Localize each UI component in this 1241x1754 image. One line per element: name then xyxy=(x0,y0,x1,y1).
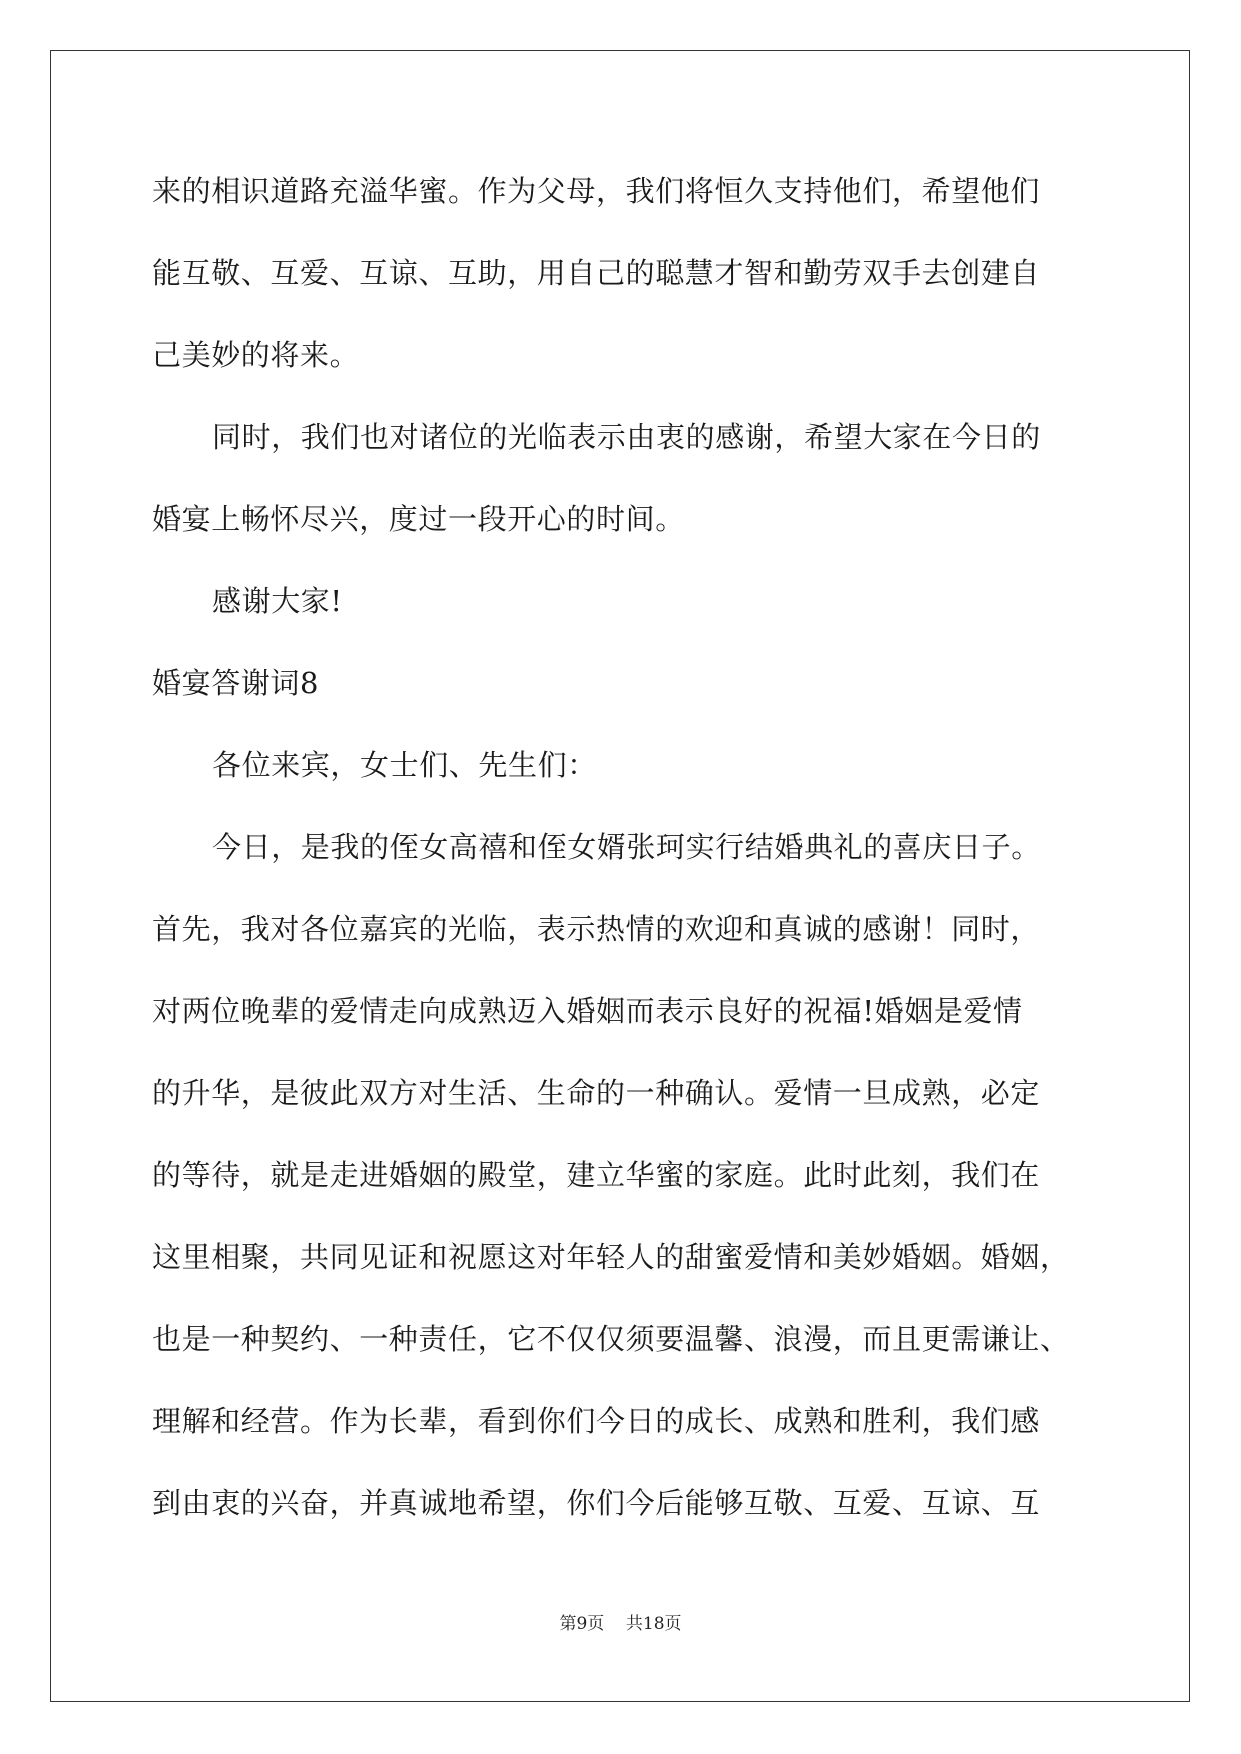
text-line: 己美妙的将来。 xyxy=(152,338,360,372)
text-line: 也是一种契约、一种责任，它不仅仅须要温馨、浪漫，而且更需谦让、 xyxy=(152,1322,1070,1356)
page-footer xyxy=(0,1612,1241,1636)
page-number: 第9页 xyxy=(559,1614,605,1634)
text-line: 的升华，是彼此双方对生活、生命的一种确认。爱情一旦成熟，必定 xyxy=(152,1076,1041,1110)
text-line: 同时，我们也对诸位的光临表示由衷的感谢，希望大家在今日的 xyxy=(212,420,1041,454)
text-line: 对两位晚辈的爱情走向成熟迈入婚姻而表示良好的祝福!婚姻是爱情 xyxy=(152,994,1023,1028)
page-total: 共18页 xyxy=(625,1614,682,1634)
text-line: 婚宴上畅怀尽兴，度过一段开心的时间。 xyxy=(152,502,685,536)
text-line: 首先，我对各位嘉宾的光临，表示热情的欢迎和真诚的感谢！同时， xyxy=(152,912,1041,946)
document-body xyxy=(152,162,1092,1556)
text-line: 能互敬、互爱、互谅、互助，用自己的聪慧才智和勤劳双手去创建自 xyxy=(152,256,1041,290)
text-line: 的等待，就是走进婚姻的殿堂，建立华蜜的家庭。此时此刻，我们在 xyxy=(152,1158,1041,1192)
text-line: 来的相识道路充溢华蜜。作为父母，我们将恒久支持他们，希望他们 xyxy=(152,174,1041,208)
text-line: 今日，是我的侄女高禧和侄女婿张珂实行结婚典礼的喜庆日子。 xyxy=(212,830,1041,864)
text-line: 到由衷的兴奋，并真诚地希望，你们今后能够互敬、互爱、互谅、互 xyxy=(152,1486,1041,1520)
text-line: 理解和经营。作为长辈，看到你们今日的成长、成熟和胜利，我们感 xyxy=(152,1404,1041,1438)
section-heading: 婚宴答谢词8 xyxy=(152,666,320,700)
text-line: 这里相聚，共同见证和祝愿这对年轻人的甜蜜爱情和美妙婚姻。婚姻， xyxy=(152,1240,1070,1274)
text-line: 感谢大家! xyxy=(212,584,343,618)
text-line: 各位来宾，女士们、先生们： xyxy=(212,748,597,782)
